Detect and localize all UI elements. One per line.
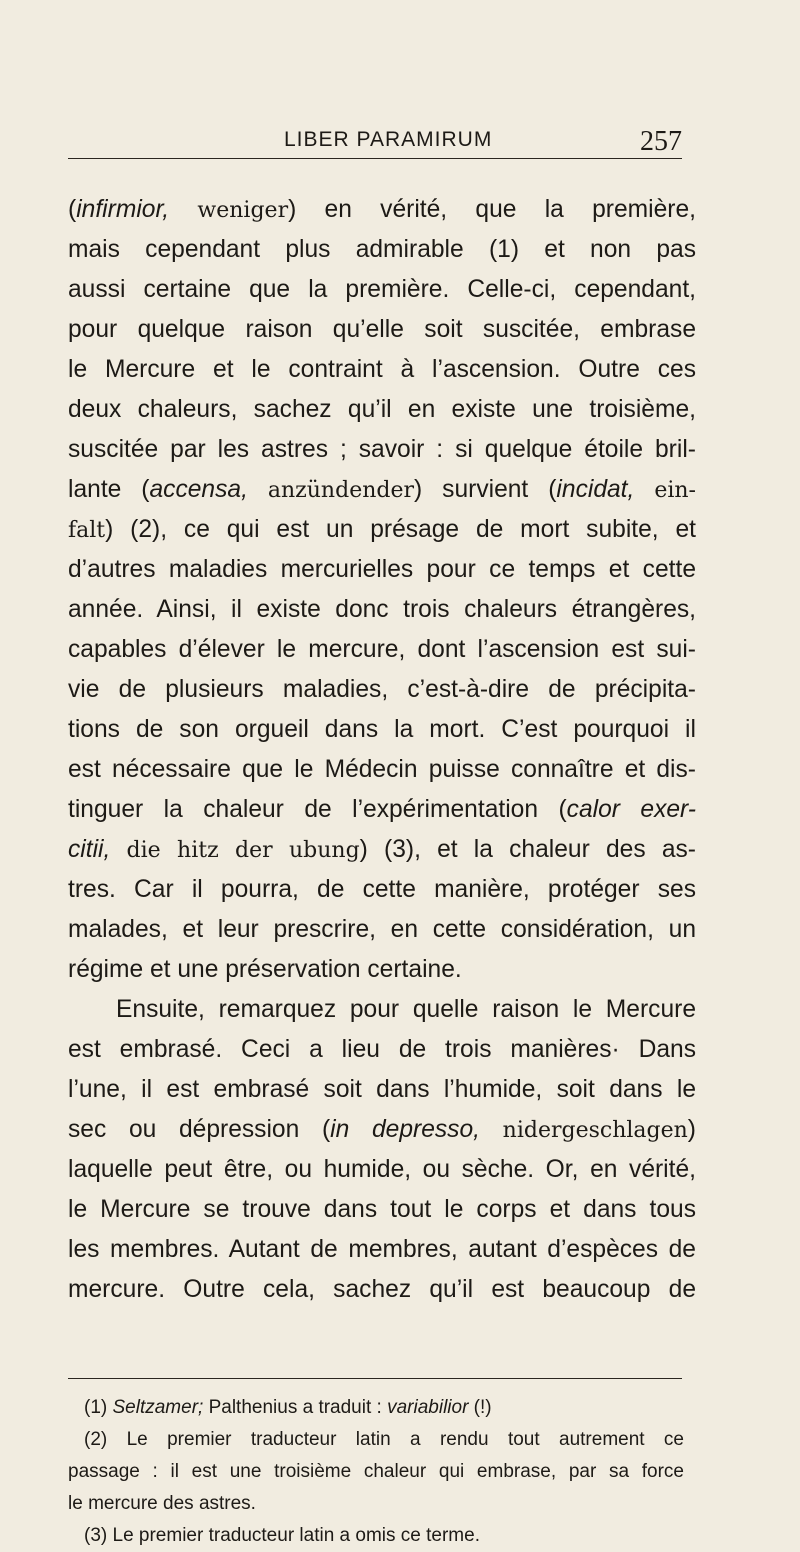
text-line: tinguer la chaleur de l’expérimentation (calor exer- xyxy=(68,796,696,823)
body-text xyxy=(68,190,696,1310)
text-line: citii, die hitz der ubung) (3), et la chaleur des as- xyxy=(68,836,696,863)
text-line: d’autres maladies mercurielles pour ce temps et cette xyxy=(68,556,696,583)
text-line: (infirmior, weniger) en vérité, que la première, xyxy=(68,196,696,223)
footnote-continuation: le mercure des astres. xyxy=(68,1493,256,1514)
text-line: le Mercure et le contraint à l’ascension. Outre ces xyxy=(68,356,696,383)
header-rule xyxy=(68,158,682,159)
text-line: deux chaleurs, sachez qu’il en existe une troisième, xyxy=(68,396,696,423)
text-line: tions de son orgueil dans la mort. C’est pourquoi il xyxy=(68,716,696,743)
text-line: l’une, il est embrasé soit dans l’humide, soit dans le xyxy=(68,1076,696,1103)
text-line: année. Ainsi, il existe donc trois chaleurs étrangères, xyxy=(68,596,696,623)
footnotes xyxy=(68,1392,684,1552)
page-number: 257 xyxy=(640,126,682,157)
text-line: lante (accensa, anzündender) survient (incidat, ein- xyxy=(68,476,696,503)
text-line: les membres. Autant de membres, autant d’espèces de xyxy=(68,1236,696,1263)
text-line: tres. Car il pourra, de cette manière, protéger ses xyxy=(68,876,696,903)
text-line: est embrasé. Ceci a lieu de trois manières· Dans xyxy=(68,1036,696,1063)
text-line: sec ou dépression (in depresso, nidergeschlagen) xyxy=(68,1116,696,1143)
text-line: vie de plusieurs maladies, c’est-à-dire de précipita- xyxy=(68,676,696,703)
text-line: suscitée par les astres ; savoir : si quelque étoile bril- xyxy=(68,436,696,463)
footnote-rule xyxy=(68,1378,682,1379)
text-line: mais cependant plus admirable (1) et non pas xyxy=(68,236,696,263)
text-line: mercure. Outre cela, sachez qu’il est beaucoup de xyxy=(68,1276,696,1303)
text-line: régime et une préservation certaine. xyxy=(68,956,462,983)
text-line: laquelle peut être, ou humide, ou sèche. Or, en vérité, xyxy=(68,1156,696,1183)
text-line: le Mercure se trouve dans tout le corps et dans tous xyxy=(68,1196,696,1223)
footnote-continuation: passage : il est une troisième chaleur qui embrase, par sa force xyxy=(68,1461,684,1482)
text-line: aussi certaine que la première. Celle-ci, cependant, xyxy=(68,276,696,303)
text-line: Ensuite, remarquez pour quelle raison le Mercure xyxy=(116,996,696,1023)
page-header xyxy=(68,128,682,158)
text-line: est nécessaire que le Médecin puisse connaître et dis- xyxy=(68,756,696,783)
text-line: capables d’élever le mercure, dont l’ascension est sui- xyxy=(68,636,696,663)
footnote: (2) Le premier traducteur latin a rendu tout autrement ce xyxy=(84,1429,684,1450)
footnote: (1) Seltzamer; Palthenius a traduit : variabilior (!) xyxy=(84,1397,492,1418)
text-line: falt) (2), ce qui est un présage de mort subite, et xyxy=(68,516,696,543)
running-head: LIBER PARAMIRUM xyxy=(284,128,493,151)
text-line: malades, et leur prescrire, en cette considération, un xyxy=(68,916,696,943)
text-line: pour quelque raison qu’elle soit suscitée, embrase xyxy=(68,316,696,343)
footnote: (3) Le premier traducteur latin a omis ce terme. xyxy=(84,1525,480,1546)
